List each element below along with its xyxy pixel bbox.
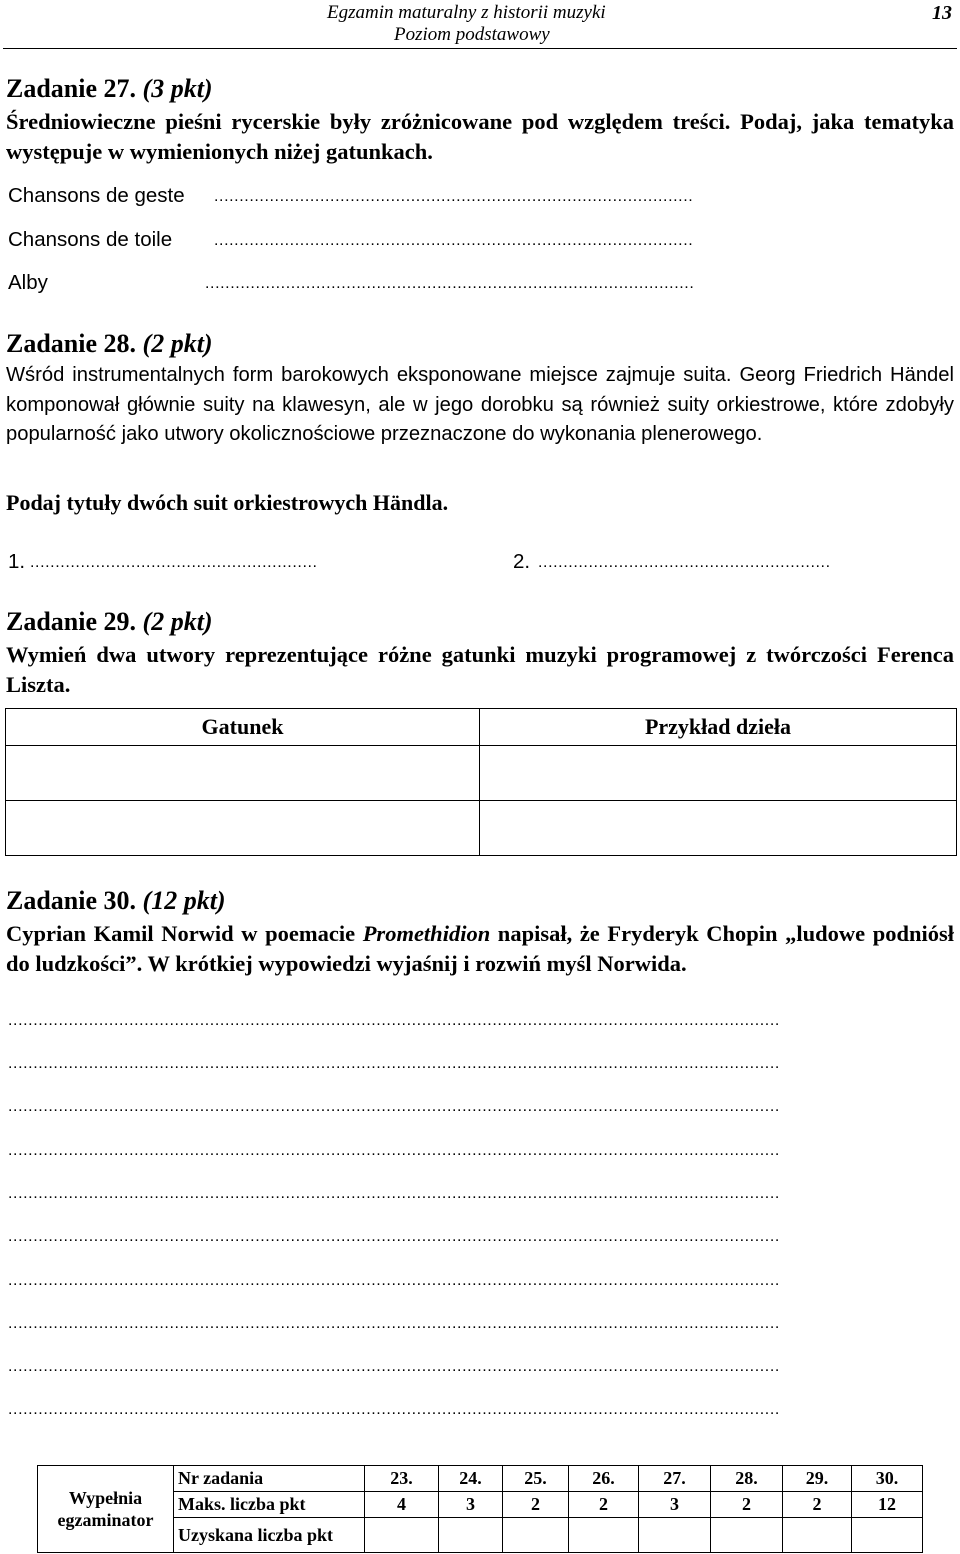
header-exam-title: Egzamin maturalny z historii muzyki [327, 2, 606, 23]
header-exam-level: Poziom podstawowy [394, 24, 550, 45]
answer-line-3[interactable]: ......................................................................................................................................................... [8, 1098, 780, 1115]
scoring-max-points: 2 [783, 1492, 852, 1518]
task-28-answer-2[interactable]: .......................................................... [538, 554, 831, 571]
scoring-earned-points-cell[interactable] [365, 1518, 439, 1553]
page-number: 13 [932, 2, 952, 24]
task-27-question: Średniowieczne pieśni rycerskie były zróżnicowane pod względem treści. Podaj, jaka tematyka występuje w wymienionych niżej gatunkach. [6, 109, 954, 164]
scoring-task-number: 24. [439, 1466, 503, 1492]
task-27-points: (3 pkt) [142, 74, 213, 103]
scoring-earned-points-cell[interactable] [852, 1518, 923, 1553]
task-28-intro: Wśród instrumentalnych form barokowych eksponowane miejsce zajmuje suita. Georg Friedrich Händel komponował głównie suity na klawesyn, ale w jego dorobku są również suity orkiestrowe, które zdobyły popularność jako utwory okolicznościowe przeznaczone do wykonania plenerowego. [6, 364, 954, 445]
scoring-task-number: 29. [783, 1466, 852, 1492]
task-28-number: Zadanie 28. [6, 329, 137, 358]
table-cell-genre-1[interactable] [6, 746, 480, 801]
scoring-earned-points-cell[interactable] [503, 1518, 569, 1553]
answer-line-5[interactable]: ......................................................................................................................................................... [8, 1185, 780, 1202]
scoring-max-points: 2 [569, 1492, 639, 1518]
task-28-answer-1[interactable]: ......................................................... [30, 554, 318, 571]
task-30-points: (12 pkt) [142, 886, 226, 915]
scoring-row-label-task-number: Nr zadania [174, 1466, 365, 1492]
table-cell-example-1[interactable] [480, 746, 957, 801]
scoring-task-number: 26. [569, 1466, 639, 1492]
task-27-label-toile: Chansons de toile [8, 228, 173, 251]
scoring-max-points: 3 [639, 1492, 711, 1518]
scoring-max-points: 4 [365, 1492, 439, 1518]
answer-line-1[interactable]: ......................................................................................................................................................... [8, 1012, 780, 1029]
task-30-number: Zadanie 30. [6, 886, 137, 915]
answer-line-10[interactable]: ......................................................................................................................................................... [8, 1401, 780, 1418]
scoring-table [37, 1465, 923, 1553]
header-divider [3, 48, 957, 49]
scoring-earned-points-cell[interactable] [639, 1518, 711, 1553]
answer-line-9[interactable]: ......................................................................................................................................................... [8, 1358, 780, 1375]
task-29-question: Wymień dwa utwory reprezentujące różne gatunki muzyki programowej z twórczości Ferenca Liszta. [6, 642, 954, 697]
task-30-question [6, 919, 954, 979]
table-header-genre: Gatunek [6, 709, 480, 746]
scoring-row-label-max-points: Maks. liczba pkt [174, 1492, 365, 1518]
task-28-answer-2-label: 2. [513, 550, 531, 573]
task-30-question-start: Cyprian Kamil Norwid w poemacie [6, 921, 363, 946]
task-29-table [5, 708, 957, 856]
task-27-label-geste: Chansons de geste [8, 184, 185, 207]
task-28-question: Podaj tytuły dwóch suit orkiestrowych Händla. [6, 490, 449, 515]
table-cell-genre-2[interactable] [6, 801, 480, 856]
scoring-earned-points-cell[interactable] [783, 1518, 852, 1553]
scoring-task-number: 27. [639, 1466, 711, 1492]
task-27-answer-geste[interactable]: ............................................................................................... [214, 188, 694, 205]
table-cell-example-2[interactable] [480, 801, 957, 856]
scoring-task-number: 30. [852, 1466, 923, 1492]
task-30-poem-title: Promethidion [362, 921, 491, 946]
scoring-max-points: 12 [852, 1492, 923, 1518]
scoring-max-points: 3 [439, 1492, 503, 1518]
task-29-title [6, 607, 213, 637]
task-28-points: (2 pkt) [142, 329, 213, 358]
answer-line-7[interactable]: ......................................................................................................................................................... [8, 1272, 780, 1289]
answer-line-2[interactable]: ......................................................................................................................................................... [8, 1055, 780, 1072]
scoring-earned-points-cell[interactable] [569, 1518, 639, 1553]
task-27-number: Zadanie 27. [6, 74, 137, 103]
task-30-question-end: napisał, że Fryderyk Chopin „ludowe podniósł do ludzkości”. W krótkiej wypowiedzi wyjaśnij i rozwiń myśl Norwida. [6, 921, 954, 976]
task-30-title [6, 886, 226, 916]
scoring-task-number: 28. [711, 1466, 783, 1492]
task-27-title [6, 74, 213, 104]
scoring-task-number: 25. [503, 1466, 569, 1492]
answer-line-4[interactable]: ......................................................................................................................................................... [8, 1142, 780, 1159]
task-27-answer-toile[interactable]: ............................................................................................... [214, 232, 694, 249]
scoring-task-number: 23. [365, 1466, 439, 1492]
task-29-number: Zadanie 29. [6, 607, 137, 636]
task-27-label-alby: Alby [8, 271, 48, 294]
task-28-title [6, 329, 213, 359]
scoring-earned-points-cell[interactable] [439, 1518, 503, 1553]
scoring-row-label-earned-points: Uzyskana liczba pkt [174, 1518, 365, 1553]
answer-line-8[interactable]: ......................................................................................................................................................... [8, 1315, 780, 1332]
scoring-filled-by-label: Wypełnia egzaminator [38, 1466, 174, 1553]
task-29-points: (2 pkt) [142, 607, 213, 636]
task-27-answer-alby[interactable]: ................................................................................................. [205, 275, 695, 292]
scoring-max-points: 2 [503, 1492, 569, 1518]
scoring-earned-points-cell[interactable] [711, 1518, 783, 1553]
table-header-example: Przykład dzieła [480, 709, 957, 746]
answer-line-6[interactable]: ......................................................................................................................................................... [8, 1228, 780, 1245]
task-28-answer-1-label: 1. [8, 550, 26, 573]
scoring-max-points: 2 [711, 1492, 783, 1518]
